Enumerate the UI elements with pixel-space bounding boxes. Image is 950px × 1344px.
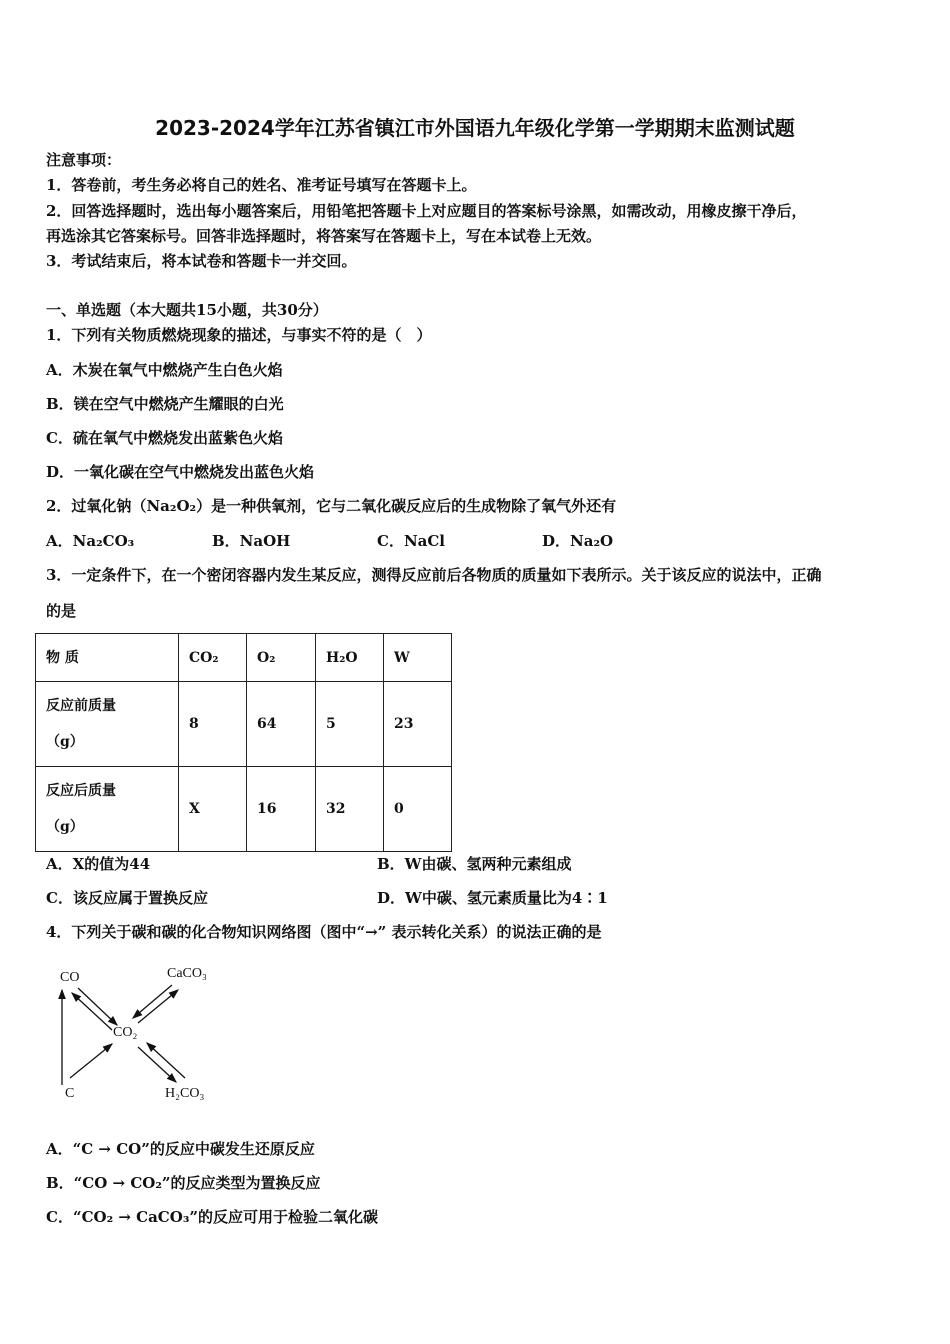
arrow-caco3-to-co2 — [133, 985, 172, 1018]
question-2-stem: 2．过氧化钠（Na₂O₂）是一种供氧剂，它与二氧化碳反应后的生成物除了氧气外还有 — [46, 497, 617, 515]
row-label-unit: （g） — [46, 819, 84, 835]
q4-option-a: A．“C → CO”的反应中碳发生还原反应 — [46, 1140, 315, 1158]
label-co2: CO₂ — [113, 1025, 138, 1040]
q4-option-c: C．“CO₂ → CaCO₃”的反应可用于检验二氧化碳 — [46, 1208, 379, 1226]
arrow-c-to-co2 — [70, 1044, 112, 1078]
q3-option-c: C．该反应属于置换反应 — [46, 889, 208, 907]
q1-option-d: D．一氧化碳在空气中燃烧发出蓝色火焰 — [46, 463, 315, 481]
notice-item: 1．答卷前，考生务必将自己的姓名、准考证号填写在答题卡上。 — [46, 176, 477, 194]
table-header: 物 质 — [36, 634, 179, 682]
table-header: W — [384, 634, 452, 682]
table-header: O₂ — [247, 634, 316, 682]
row-label-unit: （g） — [46, 734, 84, 750]
table-cell: 32 — [316, 767, 384, 852]
q2-option-c: C．NaCl — [377, 532, 446, 550]
notice-item: 3．考试结束后，将本试卷和答题卡一并交回。 — [46, 252, 357, 270]
label-co: CO — [60, 970, 80, 985]
arrow-co-to-co2 — [78, 988, 117, 1025]
q2-option-b: B．NaOH — [212, 532, 291, 550]
row-label-text: 反应前质量 — [46, 698, 116, 714]
page-title: 2023-2024学年江苏省镇江市外国语九年级化学第一学期期末监测试题 — [155, 116, 795, 140]
q1-option-c: C．硫在氧气中燃烧发出蓝紫色火焰 — [46, 429, 283, 447]
q4-option-b: B．“CO → CO₂”的反应类型为置换反应 — [46, 1174, 321, 1192]
label-caco3: CaCO₃ — [167, 966, 207, 981]
table-cell: 5 — [316, 682, 384, 767]
notice-item: 2．回答选择题时，选出每小题答案后，用铅笔把答题卡上对应题目的答案标号涂黑，如需改动，用橡皮擦干净后， — [46, 202, 807, 220]
q3-option-d: D．W中碳、氢元素质量比为4∶1 — [377, 889, 608, 907]
table-cell: 8 — [179, 682, 247, 767]
arrow-co2-to-co — [72, 993, 112, 1030]
q1-option-a: A．木炭在氧气中燃烧产生白色火焰 — [46, 361, 283, 379]
question-4-stem: 4．下列关于碳和碳的化合物知识网络图（图中“→” 表示转化关系）的说法正确的是 — [46, 923, 602, 941]
q3-option-a: A．X的值为44 — [46, 855, 151, 873]
question-1-stem: 1．下列有关物质燃烧现象的描述，与事实不符的是（ ） — [46, 326, 432, 344]
q2-option-d: D．Na₂O — [542, 532, 614, 550]
table-header: H₂O — [316, 634, 384, 682]
table-cell: 23 — [384, 682, 452, 767]
question-3-stem-cont: 的是 — [46, 602, 77, 620]
q2-option-a: A．Na₂CO₃ — [46, 532, 135, 550]
notice-item: 再选涂其它答案标号。回答非选择题时，将答案写在答题卡上，写在本试卷上无效。 — [46, 227, 602, 245]
q3-option-b: B．W由碳、氢两种元素组成 — [377, 855, 572, 873]
table-cell: 64 — [247, 682, 316, 767]
arrow-co2-to-caco3 — [138, 990, 178, 1023]
section-heading: 一、单选题（本大题共15小题，共30分） — [46, 301, 328, 319]
table-cell: 0 — [384, 767, 452, 852]
q1-option-b: B．镁在空气中燃烧产生耀眼的白光 — [46, 395, 284, 413]
diagram-arrows — [0, 0, 300, 1120]
question-3-stem: 3．一定条件下，在一个密闭容器内发生某反应，测得反应前后各物质的质量如下表所示。关于该反应的说法中，正确 — [46, 566, 822, 584]
table-header: CO₂ — [179, 634, 247, 682]
table-cell: 16 — [247, 767, 316, 852]
notice-heading: 注意事项： — [46, 151, 122, 169]
row-label-text: 反应后质量 — [46, 783, 116, 799]
label-h2co3: H₂CO₃ — [165, 1086, 205, 1101]
table-cell: X — [179, 767, 247, 852]
label-c: C — [65, 1086, 75, 1101]
